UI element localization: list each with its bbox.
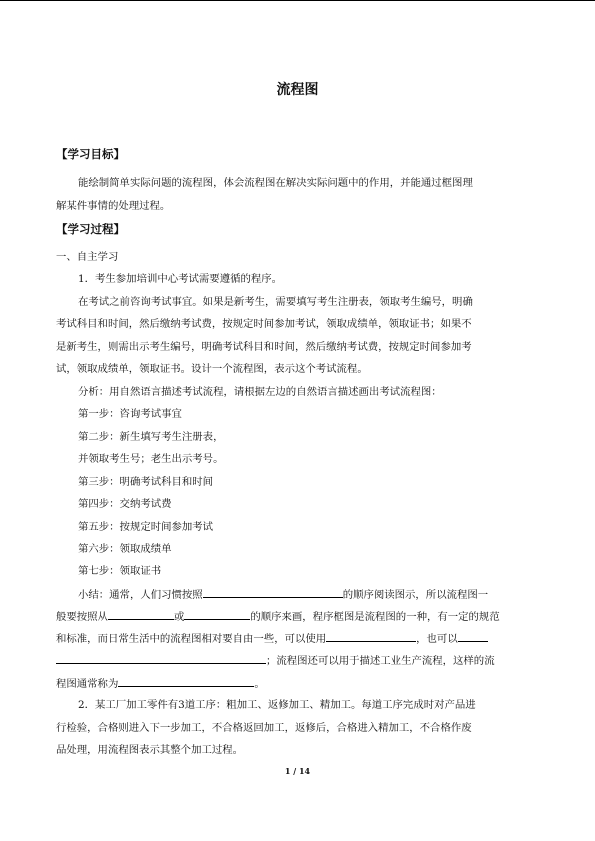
- summary-text: ，也可以: [416, 633, 458, 645]
- heading-learning-goal: 【学习目标】: [56, 147, 125, 161]
- summary-text: 的顺序阅读图示，所以流程图一: [342, 589, 489, 601]
- fill-blank[interactable]: [326, 631, 416, 642]
- step-line: 第四步：交纳考试费: [78, 498, 172, 510]
- summary-line: [56, 631, 488, 646]
- summary-text: 的顺序来画，程序框图是流程图的一种，有一定的规范: [250, 611, 500, 623]
- summary-line: [56, 609, 500, 624]
- goal-text-line: 解某件事情的处理过程。: [56, 200, 171, 212]
- step-line: 第一步：咨询考试事宜: [78, 408, 182, 420]
- summary-text: 般要按照从: [56, 611, 108, 623]
- section-title: 一、自主学习: [56, 251, 119, 263]
- step-line: 第二步：新生填写考生注册表，: [78, 431, 224, 443]
- fill-blank[interactable]: [458, 631, 488, 642]
- summary-text: 程图通常称为: [56, 678, 119, 690]
- paragraph-line: 考试科目和时间，然后缴纳考试费，按规定时间参加考试，领取成绩单，领取证书；如果不: [56, 318, 472, 330]
- paragraph-line: 在考试之前咨询考试事宜。如果是新考生，需要填写考生注册表，领取考生编号，明确: [78, 296, 473, 308]
- question-2-line: 2．某工厂加工零件有3道工序：粗加工、返修加工、精加工。每道工序完成时对产品进: [78, 699, 476, 711]
- question-1: 1．考生参加培训中心考试需要遵循的程序。: [78, 273, 283, 285]
- step-line: 并领取考生号；老生出示考号。: [78, 453, 224, 465]
- fill-blank[interactable]: [108, 609, 174, 620]
- summary-text: 小结：通常，人们习惯按照: [78, 589, 203, 601]
- fill-blank[interactable]: [184, 609, 250, 620]
- fill-blank[interactable]: [56, 653, 266, 664]
- paragraph-line: 是新考生，则需出示考生编号，明确考试科目和时间，然后缴纳考试费，按规定时间参加考: [56, 341, 472, 353]
- summary-text: 。: [254, 678, 265, 690]
- fill-blank[interactable]: [118, 676, 254, 687]
- summary-text: ；流程图还可以用于描述工业生产流程，这样的流: [266, 655, 495, 667]
- step-line: 第五步：按规定时间参加考试: [78, 521, 214, 533]
- analysis-line: 分析：用自然语言描述考试流程，请根据左边的自然语言描述画出考试流程图：: [78, 386, 442, 398]
- summary-line: [78, 587, 488, 602]
- question-2-line: 行检验，合格则进入下一步加工，不合格返回加工，返修后，合格进入精加工，不合格作废: [56, 722, 472, 734]
- step-line: 第六步：领取成绩单: [78, 543, 172, 555]
- goal-text-line: 能绘制简单实际问题的流程图，体会流程图在解决实际问题中的作用，并能通过框图理: [78, 177, 473, 189]
- heading-learning-process: 【学习过程】: [56, 222, 125, 236]
- summary-line: [56, 676, 265, 691]
- question-2-line: 品处理，用流程图表示其整个加工过程。: [56, 744, 244, 756]
- fill-blank[interactable]: [203, 587, 343, 598]
- paragraph-line: 试，领取成绩单，领取证书。设计一个流程图，表示这个考试流程。: [56, 363, 368, 375]
- page-title: 流程图: [276, 82, 319, 98]
- step-line: 第三步：明确考试科目和时间: [78, 476, 214, 488]
- summary-text: 或: [173, 611, 185, 623]
- summary-text: 和标准，而日常生活中的流程图相对要自由一些，可以使用: [56, 633, 327, 645]
- step-line: 第七步：领取证书: [78, 565, 162, 577]
- page-number: 1 / 14: [284, 766, 311, 776]
- summary-line: [56, 653, 495, 668]
